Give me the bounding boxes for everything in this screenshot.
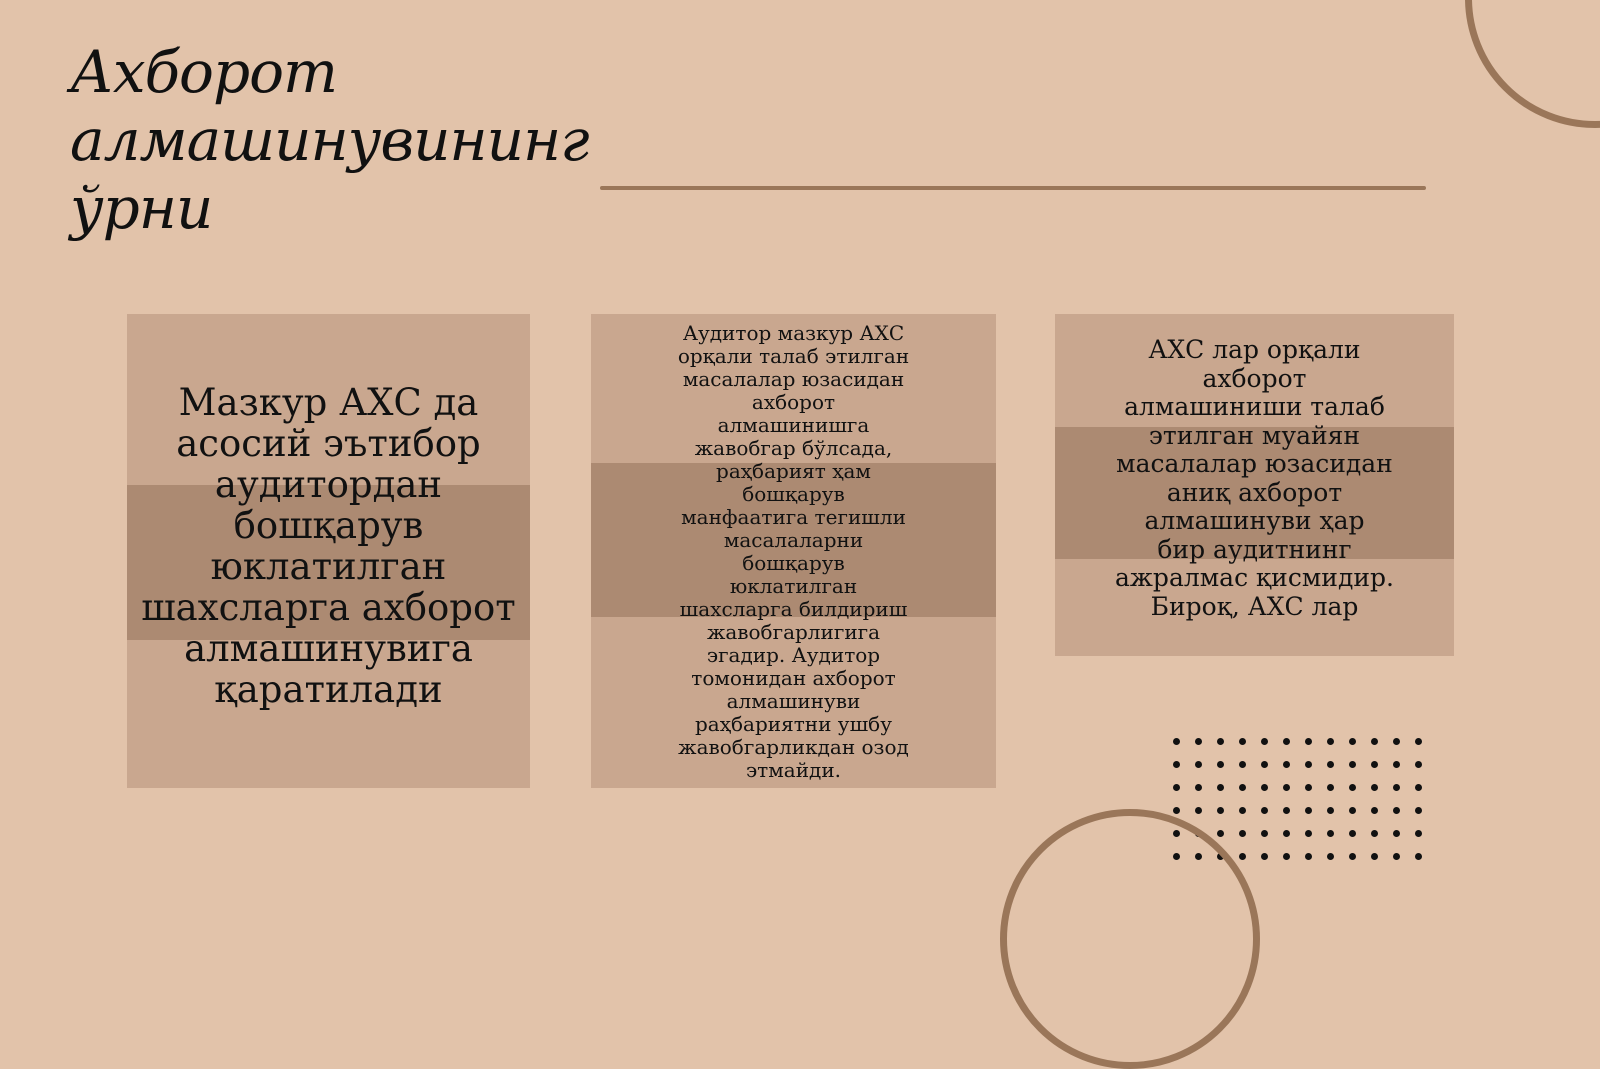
decorative-dot — [1327, 761, 1334, 768]
decorative-dot — [1371, 853, 1378, 860]
text-card-1 — [127, 314, 530, 788]
decorative-dot — [1305, 761, 1312, 768]
decorative-dot — [1305, 830, 1312, 837]
decorative-dot — [1173, 761, 1180, 768]
decorative-dot — [1371, 761, 1378, 768]
decorative-arc-bottom — [1000, 809, 1260, 1069]
decorative-dot — [1261, 807, 1268, 814]
decorative-dot — [1195, 761, 1202, 768]
decorative-dot — [1217, 830, 1224, 837]
decorative-dot — [1371, 807, 1378, 814]
decorative-dot — [1327, 738, 1334, 745]
decorative-dot — [1173, 738, 1180, 745]
decorative-dot — [1349, 807, 1356, 814]
decorative-dot — [1349, 853, 1356, 860]
decorative-dot — [1415, 853, 1422, 860]
decorative-dot — [1283, 738, 1290, 745]
decorative-dot — [1393, 784, 1400, 791]
decorative-dot — [1305, 738, 1312, 745]
decorative-dot — [1239, 853, 1246, 860]
decorative-dot — [1371, 784, 1378, 791]
decorative-dot — [1327, 853, 1334, 860]
decorative-dot — [1173, 784, 1180, 791]
decorative-dot — [1349, 761, 1356, 768]
decorative-dot — [1349, 738, 1356, 745]
decorative-dot — [1261, 738, 1268, 745]
decorative-dot — [1283, 784, 1290, 791]
decorative-dot — [1283, 807, 1290, 814]
decorative-dot — [1305, 784, 1312, 791]
decorative-dot — [1371, 830, 1378, 837]
decorative-dot — [1217, 807, 1224, 814]
decorative-dot — [1239, 761, 1246, 768]
text-card-3 — [1055, 314, 1454, 656]
decorative-dot — [1261, 761, 1268, 768]
decorative-dot — [1283, 853, 1290, 860]
decorative-dot — [1261, 853, 1268, 860]
decorative-dot — [1261, 830, 1268, 837]
decorative-dot — [1239, 738, 1246, 745]
decorative-dot — [1415, 807, 1422, 814]
decorative-dot — [1327, 807, 1334, 814]
decorative-dot — [1415, 784, 1422, 791]
decorative-dot — [1217, 738, 1224, 745]
slide-title: Ахборот алмашинувининг ўрни — [70, 38, 589, 242]
decorative-dot — [1393, 830, 1400, 837]
card-3-text: АХС лар орқали ахборот алмашиниши талаб этилган муайян масалалар юзасидан аниқ ахборот алмашинуви ҳар бир аудитнинг ажралмас қисмидир. Бироқ, АХС лар — [1115, 335, 1394, 621]
decorative-dot — [1393, 807, 1400, 814]
decorative-arc-top-right — [1465, 0, 1600, 128]
decorative-dot — [1305, 853, 1312, 860]
decorative-dot — [1349, 784, 1356, 791]
decorative-dot — [1217, 761, 1224, 768]
decorative-dot — [1415, 830, 1422, 837]
decorative-dot — [1327, 784, 1334, 791]
text-card-2 — [591, 314, 996, 788]
decorative-dot — [1393, 738, 1400, 745]
title-divider — [600, 186, 1426, 190]
decorative-dot — [1327, 830, 1334, 837]
decorative-dot — [1195, 738, 1202, 745]
decorative-dot — [1283, 830, 1290, 837]
card-1-text: Мазкур АХС да асосий эътибор аудитордан бошқарув юклатилган шахсларга ахборот алмашинувига қаратилади — [141, 381, 516, 711]
decorative-dot — [1195, 807, 1202, 814]
decorative-dot — [1239, 830, 1246, 837]
decorative-dot — [1305, 807, 1312, 814]
decorative-dot — [1415, 761, 1422, 768]
decorative-dot — [1393, 761, 1400, 768]
card-2-text: Аудитор мазкур АХС орқали талаб этилган масалалар юзасидан ахборот алмашинишга жавобгар бўлсада, раҳбарият ҳам бошқарув манфаатига тегишли масалаларни бошқарув юклатилган шахсларга билдириш жавобгарлигига эгадир. Аудитор томонидан ахборот алмашинуви раҳбариятни ушбу жавобгарликдан озод этмайди. — [677, 321, 910, 782]
decorative-dot — [1393, 853, 1400, 860]
decorative-dot — [1415, 738, 1422, 745]
decorative-dot — [1239, 784, 1246, 791]
decorative-dot — [1371, 738, 1378, 745]
decorative-dot — [1283, 761, 1290, 768]
decorative-dot — [1173, 807, 1180, 814]
decorative-dot — [1349, 830, 1356, 837]
decorative-dot — [1261, 784, 1268, 791]
decorative-dot — [1195, 784, 1202, 791]
decorative-dot — [1217, 784, 1224, 791]
decorative-dot — [1239, 807, 1246, 814]
